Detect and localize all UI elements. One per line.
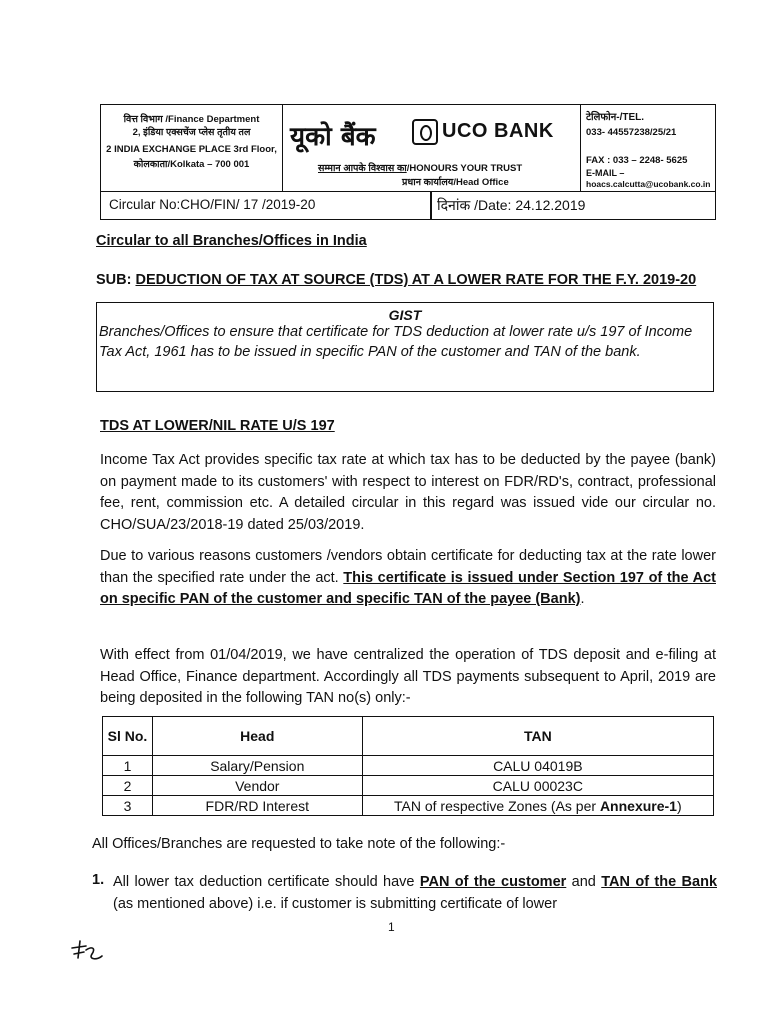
paragraph-tds-provision: Income Tax Act provides specific tax rate at which tax has to be deducted by the payee (bank) on payment made to its customers' with respect to interest on FDR/RD's, contract, professional fee, rent, commission etc. A detailed circular in this regard was issued vide our circular no. CHO/SUA/23/2018-19 dated 25/03/2019. <box>100 452 716 533</box>
email-address: hoacs.calcutta@ucobank.co.in <box>586 179 711 189</box>
finance-dept-address <box>101 105 283 191</box>
cell-tan: CALU 04019B <box>362 756 713 776</box>
head-office-label <box>402 175 509 188</box>
cell-tan: CALU 00023C <box>362 776 713 796</box>
tan-table <box>102 716 714 816</box>
gist-text: Branches/Offices to ensure that certificate for TDS deduction at lower rate u/s 197 of Income Tax Act, 1961 has to be issued in specific PAN of the customer and TAN of the bank. <box>99 324 693 360</box>
subject-text: DEDUCTION OF TAX AT SOURCE (TDS) AT A LOWER RATE FOR THE F.Y. 2019-20 <box>135 272 697 288</box>
cell-tan-end: ) <box>676 797 682 814</box>
motto-english: /HONOURS YOUR TRUST <box>406 163 523 174</box>
bank-name-hindi: यूको बैंक <box>290 122 376 152</box>
tel-label: टेलिफोन-/TEL. <box>586 112 645 123</box>
paragraph-note: All Offices/Branches are requested to take note of the following:- <box>92 836 506 852</box>
dept-line-3: 2 INDIA EXCHANGE PLACE 3rd Floor, <box>106 144 277 155</box>
email-label: E-MAIL – <box>586 168 625 178</box>
office-hindi: प्रधान कार्यालय <box>402 177 454 188</box>
circular-meta-row <box>101 191 715 220</box>
para2-start: Due to various reasons customers /vendors obtain certificate for deducting tax at the rate lower than the specified rate under the act. <box>100 548 716 586</box>
office-english: /Head Office <box>453 177 509 188</box>
contact-info <box>580 105 716 191</box>
paragraph-centralization: With effect from 01/04/2019, we have centralized the operation of TDS deposit and e-filing at Head Office, Finance department. Accordingly all TDS payments subsequent to April, 2019 are being deposited in the following TAN no(s) only:- <box>100 647 716 706</box>
table-row <box>103 776 714 796</box>
col-header-head: Head <box>152 717 362 756</box>
meta-divider <box>430 192 432 220</box>
col-header-tan: TAN <box>362 717 713 756</box>
point-1-number: 1. <box>92 872 105 888</box>
dept-line-1: वित्त विभाग /Finance Department <box>123 114 260 125</box>
annexure-reference: Annexure-1 <box>599 797 677 814</box>
tel-number: 033- 44557238/25/21 <box>586 127 677 138</box>
point1-tan: TAN of the Bank <box>601 874 718 890</box>
col-header-sl-no: Sl No. <box>103 717 153 756</box>
bank-name-english: UCO BANK <box>442 120 554 142</box>
dept-line-4: कोलकाता/Kolkata – 700 001 <box>133 159 250 170</box>
point-1-text <box>113 872 717 915</box>
point1-text-a: All lower tax deduction certificate should have <box>113 874 420 890</box>
fax-number: FAX : 033 – 2248- 5625 <box>586 155 688 166</box>
table-row <box>103 756 714 776</box>
bank-motto <box>318 161 522 174</box>
cell-sl-no: 2 <box>103 776 153 796</box>
point1-pan: PAN of the customer <box>419 874 567 890</box>
subject-prefix: SUB: <box>96 272 136 288</box>
cell-sl-no: 1 <box>103 756 153 776</box>
page-number: 1 <box>388 920 395 934</box>
cell-head: Salary/Pension <box>152 756 362 776</box>
uco-bank-logo-icon <box>412 119 438 145</box>
cell-tan-text: TAN of respective Zones (As per <box>394 797 600 814</box>
table-row <box>103 796 714 816</box>
para2-end: . <box>580 591 585 607</box>
point1-text-c: (as mentioned above) i.e. if customer is submitting certificate of lower <box>113 895 558 912</box>
cell-tan <box>362 796 713 816</box>
section-heading: TDS AT LOWER/NIL RATE U/S 197 <box>100 418 335 434</box>
gist-box <box>96 302 714 392</box>
paragraph-lower-rate-certificate <box>100 546 716 611</box>
circular-date: दिनांक /Date: 24.12.2019 <box>437 197 586 213</box>
cell-head: FDR/RD Interest <box>152 796 362 816</box>
table-header-row <box>103 717 714 756</box>
handwritten-initials <box>68 938 108 966</box>
circular-number: Circular No:CHO/FIN/ 17 /2019-20 <box>109 197 316 212</box>
letterhead <box>100 104 716 220</box>
point1-text-b: and <box>566 874 602 890</box>
gist-title: GIST <box>388 307 422 323</box>
circular-heading: Circular to all Branches/Offices in India <box>96 233 367 249</box>
cell-head: Vendor <box>152 776 362 796</box>
motto-hindi: सम्मान आपके विश्वास का <box>318 163 407 174</box>
cell-sl-no: 3 <box>103 796 153 816</box>
para2-emphasis: This certificate is issued under Section 197 of the Act on specific PAN of the customer and specific TAN of the payee (Bank) <box>100 569 716 607</box>
dept-line-2: 2, इंडिया एक्सचेंज प्लेस तृतीय तल <box>132 127 251 138</box>
subject-line <box>96 272 696 288</box>
